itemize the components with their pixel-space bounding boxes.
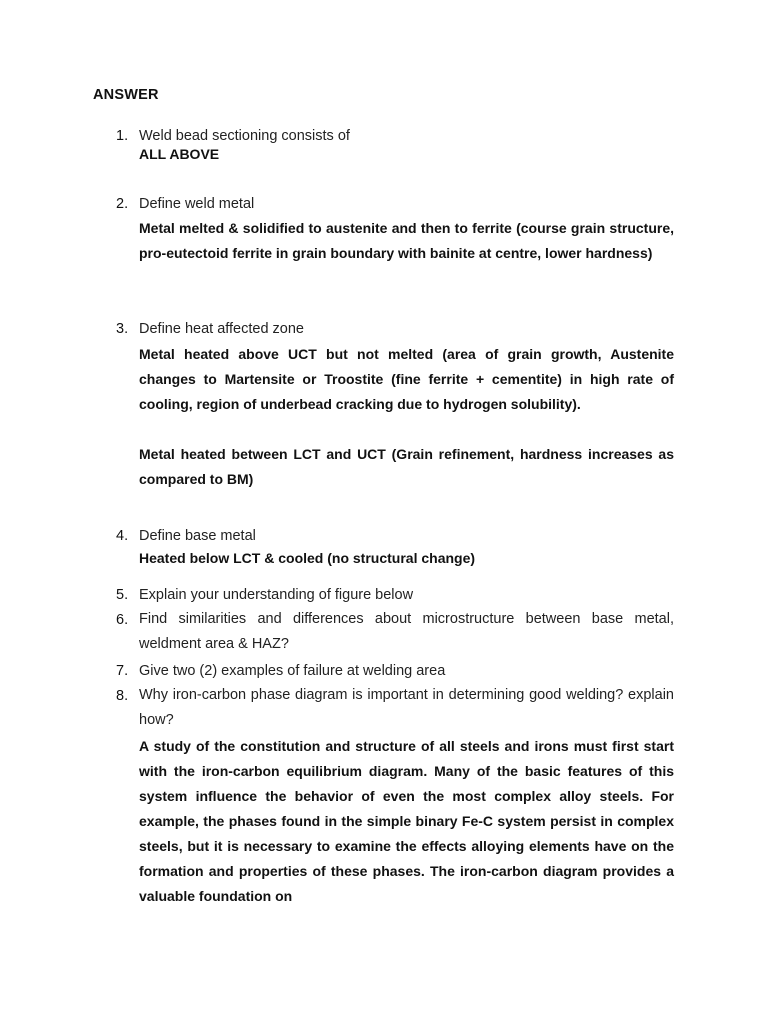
answer-text: Metal melted & solidified to austenite and then to ferrite (course grain structure, pro-eutectoid ferrite in grain boundary with bainite at centre, lower hardness): [139, 220, 674, 261]
answer-text: Metal heated above UCT but not melted (area of grain growth, Austenite changes to Martensite or Troostite (fine ferrite + cementite) in high rate of cooling, region of underbead cracking due to hydrogen solubility).: [139, 346, 674, 412]
answer-text: Metal heated between LCT and UCT (Grain refinement, hardness increases as compared to BM): [139, 446, 674, 487]
answer-text: A study of the constitution and structure of all steels and irons must first start with the iron-carbon equilibrium diagram. Many of the basic features of this system influence the behavior of even the most complex alloy steels. For example, the phases found in the simple binary Fe-C system persist in complex steels, but it is necessary to examine the effects alloying elements have on the formation and properties of these phases. The iron-carbon diagram provides a valuable foundation on: [139, 738, 674, 904]
question-text: Define weld metal: [139, 196, 255, 212]
item-number: 7.: [116, 663, 129, 679]
item-number: 6.: [116, 612, 129, 628]
question-text: Define heat affected zone: [139, 321, 304, 337]
item-number: 5.: [116, 587, 129, 603]
question-text: Find similarities and differences about microstructure between base metal, weldment area & HAZ?: [139, 611, 674, 652]
item-number: 8.: [116, 688, 129, 704]
item-number: 2.: [116, 196, 129, 212]
question-text: Give two (2) examples of failure at welding area: [139, 663, 446, 679]
question-text: Explain your understanding of figure below: [139, 587, 414, 603]
item-number: 3.: [116, 321, 129, 337]
item-number: 4.: [116, 528, 129, 544]
question-text: Why iron-carbon phase diagram is important in determining good welding? explain how?: [139, 687, 674, 728]
question-text: Define base metal: [139, 528, 256, 544]
answer-heading: ANSWER: [93, 87, 159, 103]
item-number: 1.: [116, 128, 129, 144]
question-text: Weld bead sectioning consists of: [139, 128, 350, 144]
answer-text: ALL ABOVE: [139, 146, 220, 162]
answer-text: Heated below LCT & cooled (no structural change): [139, 550, 476, 566]
